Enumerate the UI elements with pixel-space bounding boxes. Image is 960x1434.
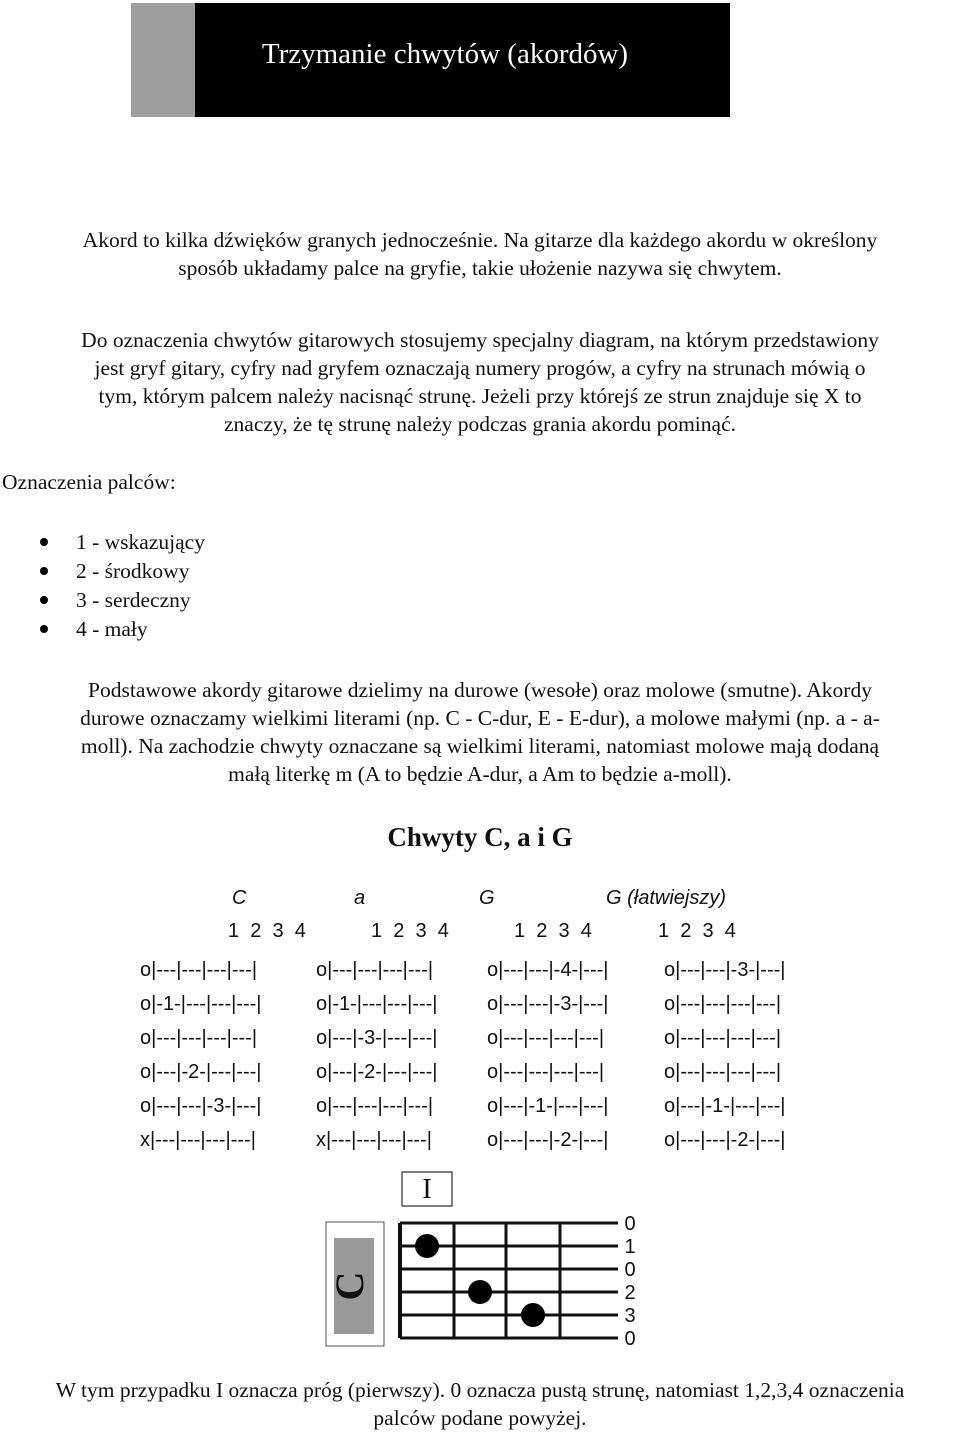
diagram-explanation-paragraph [0, 326, 960, 438]
finger-label: 4 - mały [76, 617, 148, 641]
string-finger-number: 0 [624, 1259, 636, 1281]
tab-row: o|---|---|-2-|---| [664, 1129, 786, 1151]
chord-diagram [320, 1168, 650, 1348]
bullet-icon [40, 538, 48, 546]
tab-row: o|---|---|-2-|---| [487, 1129, 609, 1151]
tab-row: o|---|---|-3-|---| [664, 959, 786, 981]
bullet-icon [40, 567, 48, 575]
finger-label: 3 - serdeczny [76, 588, 191, 612]
finger-list [40, 528, 205, 644]
chord-types-line: moll). Na zachodzie chwyty oznaczane są wielkimi literami, natomiast molowe mają dodaną [80, 734, 880, 758]
chord-types-line: Podstawowe akordy gitarowe dzielimy na durowe (wesołe) oraz molowe (smutne). Akordy [88, 678, 872, 702]
string-finger-number: 0 [624, 1213, 636, 1235]
fretboard [400, 1223, 618, 1338]
page-title: Trzymanie chwytów (akordów) [261, 38, 629, 70]
chord-name: G [479, 887, 495, 909]
intro-line: Akord to kilka dźwięków granych jednocześnie. Na gitarze dla każdego akordu w określony [82, 228, 878, 252]
footer-line: W tym przypadku I oznacza próg (pierwszy). 0 oznacza pustą strunę, natomiast 1,2,3,4 oznaczenia [55, 1378, 905, 1402]
chord-tab-g-easier [606, 886, 786, 1157]
finger-label: 1 - wskazujący [76, 530, 205, 554]
string-finger-number: 0 [624, 1328, 636, 1348]
tab-row: o|---|---|---|---| [664, 993, 782, 1015]
finger-dot [468, 1280, 492, 1304]
tab-row: o|-1-|---|---|---| [316, 993, 438, 1015]
fret-numbers: 1 2 3 4 [514, 920, 592, 942]
tab-row: o|---|-3-|---|---| [316, 1027, 438, 1049]
chord-types-paragraph [0, 676, 960, 788]
tab-row: o|---|---|---|---| [487, 1027, 605, 1049]
tab-row: o|-1-|---|---|---| [140, 993, 262, 1015]
list-item [40, 557, 205, 586]
bullet-icon [40, 625, 48, 633]
chord-label: C [327, 1271, 373, 1301]
tab-row: o|---|---|---|---| [140, 1027, 258, 1049]
tab-row: o|---|---|---|---| [140, 959, 258, 981]
chord-name: C [232, 887, 247, 909]
chords-heading: Chwyty C, a i G [387, 822, 573, 852]
finger-dot [521, 1303, 545, 1327]
finger-label: 2 - środkowy [76, 559, 190, 583]
tab-row: o|---|---|---|---| [316, 959, 434, 981]
fret-numbers: 1 2 3 4 [658, 920, 736, 942]
chord-types-line: durowe oznaczamy wielkimi literami (np. C - C-dur, E - E-dur), a molowe małymi (np. a - a- [80, 706, 880, 730]
tab-row: o|---|-1-|---|---| [487, 1095, 609, 1117]
string-finger-number: 1 [624, 1236, 636, 1258]
tab-row: o|---|-2-|---|---| [316, 1061, 438, 1083]
chord-types-line: małą literkę m (A to będzie A-dur, a Am to będzie a-moll). [228, 762, 732, 786]
footer-line: palców podane powyżej. [373, 1406, 587, 1430]
tab-row: o|---|---|---|---| [316, 1095, 434, 1117]
tab-row: o|---|---|-4-|---| [487, 959, 609, 981]
explanation-line: jest gryf gitary, cyfry nad gryfem oznaczają numery progów, a cyfry na strunach mówią o [94, 356, 866, 380]
finger-numbers [624, 1213, 635, 1348]
banner-accent [131, 3, 197, 117]
bullet-icon [40, 596, 48, 604]
explanation-line: tym, którym palcem należy nacisnąć strunę. Jeżeli przy którejś ze strun znajduje się X to [98, 384, 862, 408]
chord-tab-c [140, 886, 306, 1157]
finger-dot [415, 1234, 439, 1258]
chord-tab-a [316, 886, 449, 1157]
tab-row: x|---|---|---|---| [316, 1129, 432, 1151]
list-item [40, 586, 205, 615]
fingers-heading: Oznaczenia palców: [2, 470, 176, 494]
chord-name: a [354, 887, 366, 909]
chord-tab-g [479, 886, 609, 1157]
footer-paragraph [0, 1376, 960, 1432]
tab-row: o|---|---|---|---| [664, 1027, 782, 1049]
tab-row: o|---|---|---|---| [664, 1061, 782, 1083]
tab-row: o|---|---|---|---| [487, 1061, 605, 1083]
string-finger-number: 2 [624, 1282, 636, 1304]
chord-name: G (łatwiejszy) [606, 887, 727, 909]
fret-numbers: 1 2 3 4 [371, 920, 449, 942]
string-finger-number: 3 [624, 1305, 636, 1327]
list-item [40, 615, 205, 644]
list-item [40, 528, 205, 557]
intro-line: sposób układamy palce na gryfie, takie ułożenie nazywa się chwytem. [178, 256, 782, 280]
tab-row: o|---|---|-3-|---| [487, 993, 609, 1015]
fret-numbers: 1 2 3 4 [228, 920, 306, 942]
tab-row: o|---|---|-3-|---| [140, 1095, 262, 1117]
tab-row: o|---|-1-|---|---| [664, 1095, 786, 1117]
explanation-line: znaczy, że tę strunę należy podczas grania akordu pominąć. [224, 412, 736, 436]
tab-row: x|---|---|---|---| [140, 1129, 256, 1151]
explanation-line: Do oznaczenia chwytów gitarowych stosujemy specjalny diagram, na którym przedstawiony [81, 328, 879, 352]
tab-row: o|---|-2-|---|---| [140, 1061, 262, 1083]
fret-number-label: I [422, 1174, 432, 1205]
intro-paragraph [0, 226, 960, 282]
